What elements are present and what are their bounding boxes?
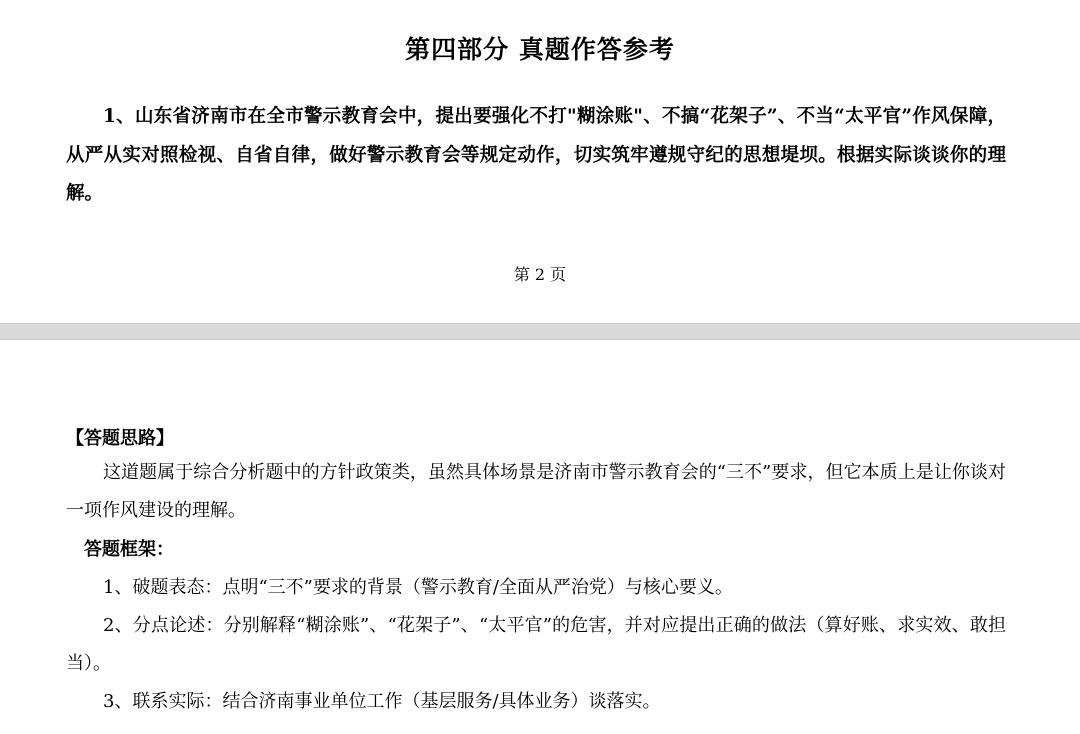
section-title: 第四部分 真题作答参考 [405, 35, 675, 64]
framework-item: 3、联系实际：结合济南事业单位工作（基层服务/具体业务）谈落实。 [103, 691, 661, 712]
document-page-1 [0, 0, 1080, 323]
document-page-2 [0, 340, 1080, 734]
framework-item: 1、破题表态：点明“三不”要求的背景（警示教育/全面从严治党）与核心要义。 [103, 577, 733, 598]
answer-approach-heading: 【答题思路】 [66, 428, 174, 449]
framework-label: 答题框架： [84, 539, 174, 560]
question-text: 1、山东省济南市在全市警示教育会中，提出要强化不打"糊涂账"、不搞“花架子”、不当“太平官”作风保障，从严从实对照检视、自省自律，做好警示教育会等规定动作，切实筑牢遵规守纪的思想堤坝。根据实际谈谈你的理解。 [66, 106, 1006, 204]
page-separator [0, 323, 1080, 340]
page-number: 第 2 页 [513, 265, 567, 284]
approach-paragraph: 这道题属于综合分析题中的方针政策类，虽然具体场景是济南市警示教育会的“三不”要求，但它本质上是让你谈对一项作风建设的理解。 [66, 462, 1006, 521]
framework-item: 2、分点论述：分别解释“糊涂账”、“花架子”、“太平官”的危害，并对应提出正确的做法（算好账、求实效、敢担当）。 [66, 615, 1006, 674]
